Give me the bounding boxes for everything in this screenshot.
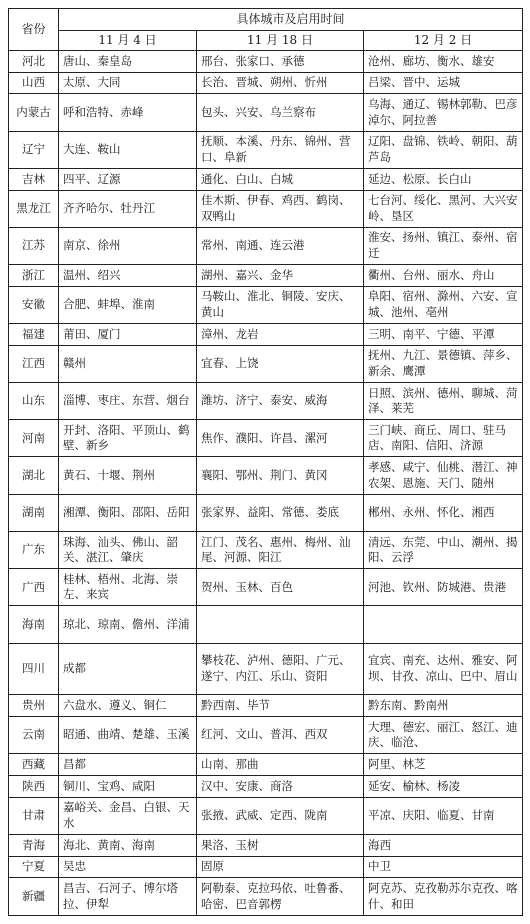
cities-nov4-cell: 温州、绍兴 xyxy=(59,265,197,287)
cities-nov18-cell: 黔西南、毕节 xyxy=(197,695,364,717)
cities-nov4-cell: 铜川、宝鸡、咸阳 xyxy=(59,776,197,798)
cities-nov4-cell: 呼和浩特、赤峰 xyxy=(59,94,197,131)
cities-nov18-cell: 果洛、玉树 xyxy=(197,835,364,857)
cities-nov4-cell: 合肥、蚌埠、淮南 xyxy=(59,286,197,323)
province-cell: 青海 xyxy=(9,835,59,857)
cities-nov18-cell: 潍坊、济宁、泰安、威海 xyxy=(197,383,364,420)
table-row xyxy=(9,324,523,346)
cities-dec2-cell: 辽阳、盘锦、铁岭、朝阳、葫芦岛 xyxy=(364,131,523,168)
cities-dec2-cell: 抚州、九江、景德镇、萍乡、新余、鹰潭 xyxy=(364,345,523,382)
cities-nov4-cell: 湘潭、衡阳、邵阳、岳阳 xyxy=(59,494,197,531)
cities-dec2-cell: 日照、滨州、德州、聊城、菏泽、莱芜 xyxy=(364,383,523,420)
table-row xyxy=(9,131,523,168)
cities-dec2-cell: 阿里、林芝 xyxy=(364,754,523,776)
table-row xyxy=(9,856,523,878)
cities-dec2-cell: 沧州、廊坊、衡水、雄安 xyxy=(364,51,523,73)
cities-nov4-cell: 琼北、琼南、儋州、洋浦 xyxy=(59,606,197,643)
cities-nov4-cell: 嘉峪关、金昌、白银、天水 xyxy=(59,797,197,834)
date-header-nov18: 11 月 18 日 xyxy=(197,31,364,51)
cities-dec2-cell: 中卫 xyxy=(364,856,523,878)
cities-nov4-cell: 太原、大同 xyxy=(59,72,197,94)
cities-nov4-cell: 六盘水、遵义、铜仁 xyxy=(59,695,197,717)
cities-nov4-cell: 海北、黄南、海南 xyxy=(59,835,197,857)
table-row xyxy=(9,494,523,531)
province-cell: 新疆 xyxy=(9,878,59,916)
cities-nov18-cell: 通化、白山、白城 xyxy=(197,168,364,190)
province-cell: 海南 xyxy=(9,606,59,643)
cities-dec2-cell: 黔东南、黔南州 xyxy=(364,695,523,717)
province-header: 省份 xyxy=(9,9,59,51)
cities-nov4-cell: 淄博、枣庄、东营、烟台 xyxy=(59,383,197,420)
province-cell: 贵州 xyxy=(9,695,59,717)
table-row xyxy=(9,717,523,754)
date-header-nov4: 11 月 4 日 xyxy=(59,31,197,51)
cities-dec2-cell: 衢州、台州、丽水、舟山 xyxy=(364,265,523,287)
cities-nov18-cell: 宜春、上饶 xyxy=(197,345,364,382)
cities-nov4-cell: 赣州 xyxy=(59,345,197,382)
province-cell: 浙江 xyxy=(9,265,59,287)
cities-nov18-cell: 长治、晋城、朔州、忻州 xyxy=(197,72,364,94)
cities-nov18-cell: 湖州、嘉兴、金华 xyxy=(197,265,364,287)
cities-dec2-cell: 河池、钦州、防城港、贵港 xyxy=(364,569,523,606)
province-cell: 陕西 xyxy=(9,776,59,798)
cities-nov4-cell: 昭通、曲靖、楚雄、玉溪 xyxy=(59,717,197,754)
table-row xyxy=(9,606,523,643)
province-cell: 河南 xyxy=(9,420,59,457)
cities-dec2-cell: 淮安、扬州、镇江、泰州、宿迁 xyxy=(364,227,523,264)
cities-dec2-cell: 延安、榆林、杨凌 xyxy=(364,776,523,798)
province-cell: 山东 xyxy=(9,383,59,420)
table-row xyxy=(9,265,523,287)
table-row xyxy=(9,420,523,457)
province-cell: 吉林 xyxy=(9,168,59,190)
cities-nov18-cell: 襄阳、鄂州、荆门、黄冈 xyxy=(197,457,364,494)
cities-dec2-cell: 阿克苏、克孜勒苏尔克孜、喀什、和田 xyxy=(364,878,523,916)
cities-nov18-cell: 包头、兴安、乌兰察布 xyxy=(197,94,364,131)
cities-nov18-cell: 马鞍山、淮北、铜陵、安庆、黄山 xyxy=(197,286,364,323)
date-header-dec2: 12 月 2 日 xyxy=(364,31,523,51)
cities-dec2-cell xyxy=(364,606,523,643)
province-cell: 广西 xyxy=(9,569,59,606)
province-cell: 西藏 xyxy=(9,754,59,776)
table-row xyxy=(9,190,523,227)
table-row xyxy=(9,286,523,323)
cities-nov18-cell: 攀枝花、泸州、德阳、广元、遂宁、内江、乐山、资阳 xyxy=(197,643,364,695)
cities-nov18-cell: 固原 xyxy=(197,856,364,878)
province-cell: 福建 xyxy=(9,324,59,346)
cities-nov4-cell: 莆田、厦门 xyxy=(59,324,197,346)
table-row xyxy=(9,878,523,916)
cities-nov18-cell: 红河、文山、普洱、西双 xyxy=(197,717,364,754)
cities-dec2-cell: 吕梁、晋中、运城 xyxy=(364,72,523,94)
cities-nov18-cell: 常州、南通、连云港 xyxy=(197,227,364,264)
table-body xyxy=(9,51,523,916)
table-row xyxy=(9,695,523,717)
cities-dec2-cell: 乌海、通辽、锡林郭勒、巴彦淖尔、阿拉善 xyxy=(364,94,523,131)
table-row xyxy=(9,776,523,798)
table-row xyxy=(9,94,523,131)
city-schedule-table xyxy=(8,8,523,916)
cities-nov4-cell: 黄石、十堰、荆州 xyxy=(59,457,197,494)
province-cell: 甘肃 xyxy=(9,797,59,834)
table-row xyxy=(9,531,523,568)
table-row xyxy=(9,227,523,264)
table-header xyxy=(9,9,523,51)
cities-nov18-cell: 贺州、玉林、百色 xyxy=(197,569,364,606)
cities-dec2-cell: 延边、松原、长白山 xyxy=(364,168,523,190)
table-row xyxy=(9,569,523,606)
cities-dec2-cell: 三门峡、商丘、周口、驻马店、南阳、信阳、济源 xyxy=(364,420,523,457)
cities-nov4-cell: 桂林、梧州、北海、崇左、来宾 xyxy=(59,569,197,606)
table-row xyxy=(9,383,523,420)
table-row xyxy=(9,457,523,494)
cities-dec2-cell: 清远、东莞、中山、潮州、揭阳、云浮 xyxy=(364,531,523,568)
province-cell: 宁夏 xyxy=(9,856,59,878)
province-cell: 江西 xyxy=(9,345,59,382)
cities-dec2-cell: 七台河、绥化、黑河、大兴安岭、垦区 xyxy=(364,190,523,227)
cities-nov18-cell: 张掖、武威、定西、陇南 xyxy=(197,797,364,834)
cities-nov18-cell: 漳州、龙岩 xyxy=(197,324,364,346)
cities-dec2-cell: 宜宾、南充、达州、雅安、阿坝、甘孜、凉山、巴中、眉山 xyxy=(364,643,523,695)
table-row xyxy=(9,168,523,190)
province-cell: 江苏 xyxy=(9,227,59,264)
province-cell: 内蒙古 xyxy=(9,94,59,131)
cities-nov4-cell: 齐齐哈尔、牡丹江 xyxy=(59,190,197,227)
cities-nov18-cell: 佳木斯、伊春、鸡西、鹤岗、双鸭山 xyxy=(197,190,364,227)
cities-nov18-cell: 阿勒泰、克拉玛依、吐鲁番、哈密、巴音郭楞 xyxy=(197,878,364,916)
cities-dec2-cell: 阜阳、宿州、滁州、六安、宣城、池州、亳州 xyxy=(364,286,523,323)
province-cell: 山西 xyxy=(9,72,59,94)
cities-nov4-cell: 昌吉、石河子、博尔塔拉、伊犁 xyxy=(59,878,197,916)
table-row xyxy=(9,51,523,73)
province-cell: 安徽 xyxy=(9,286,59,323)
cities-nov4-cell: 昌都 xyxy=(59,754,197,776)
cities-dec2-cell: 大理、德宏、丽江、怒江、迪庆、临沧、 xyxy=(364,717,523,754)
province-cell: 四川 xyxy=(9,643,59,695)
cities-nov18-cell: 山南、那曲 xyxy=(197,754,364,776)
cities-nov18-cell: 邢台、张家口、承德 xyxy=(197,51,364,73)
cities-dec2-cell: 孝感、咸宁、仙桃、潜江、神农架、恩施、天门、随州 xyxy=(364,457,523,494)
table-row xyxy=(9,835,523,857)
cities-nov4-cell: 吴忠 xyxy=(59,856,197,878)
cities-dec2-cell: 三明、南平、宁德、平潭 xyxy=(364,324,523,346)
cities-nov18-cell: 江门、茂名、惠州、梅州、汕尾、河源、阳江 xyxy=(197,531,364,568)
province-cell: 黑龙江 xyxy=(9,190,59,227)
cities-nov4-cell: 大连、鞍山 xyxy=(59,131,197,168)
cities-nov4-cell: 四平、辽源 xyxy=(59,168,197,190)
cities-nov4-cell: 成都 xyxy=(59,643,197,695)
city-group-header: 具体城市及启用时间 xyxy=(59,9,523,31)
document-page xyxy=(8,8,522,916)
table-row xyxy=(9,797,523,834)
cities-nov4-cell: 南京、徐州 xyxy=(59,227,197,264)
province-cell: 辽宁 xyxy=(9,131,59,168)
cities-nov18-cell: 焦作、濮阳、许昌、漯河 xyxy=(197,420,364,457)
cities-nov18-cell xyxy=(197,606,364,643)
cities-nov4-cell: 开封、洛阳、平顶山、鹤壁、新乡 xyxy=(59,420,197,457)
table-row xyxy=(9,643,523,695)
cities-nov18-cell: 张家界、益阳、常德、娄底 xyxy=(197,494,364,531)
province-cell: 广东 xyxy=(9,531,59,568)
cities-nov4-cell: 珠海、汕头、佛山、韶关、湛江、肇庆 xyxy=(59,531,197,568)
province-cell: 湖南 xyxy=(9,494,59,531)
cities-nov18-cell: 汉中、安康、商洛 xyxy=(197,776,364,798)
cities-dec2-cell: 平凉、庆阳、临夏、甘南 xyxy=(364,797,523,834)
cities-nov18-cell: 抚顺、本溪、丹东、锦州、营口、阜新 xyxy=(197,131,364,168)
province-cell: 云南 xyxy=(9,717,59,754)
cities-dec2-cell: 海西 xyxy=(364,835,523,857)
table-row xyxy=(9,754,523,776)
province-cell: 河北 xyxy=(9,51,59,73)
cities-nov4-cell: 唐山、秦皇岛 xyxy=(59,51,197,73)
cities-dec2-cell: 郴州、永州、怀化、湘西 xyxy=(364,494,523,531)
province-cell: 湖北 xyxy=(9,457,59,494)
table-row xyxy=(9,345,523,382)
table-row xyxy=(9,72,523,94)
